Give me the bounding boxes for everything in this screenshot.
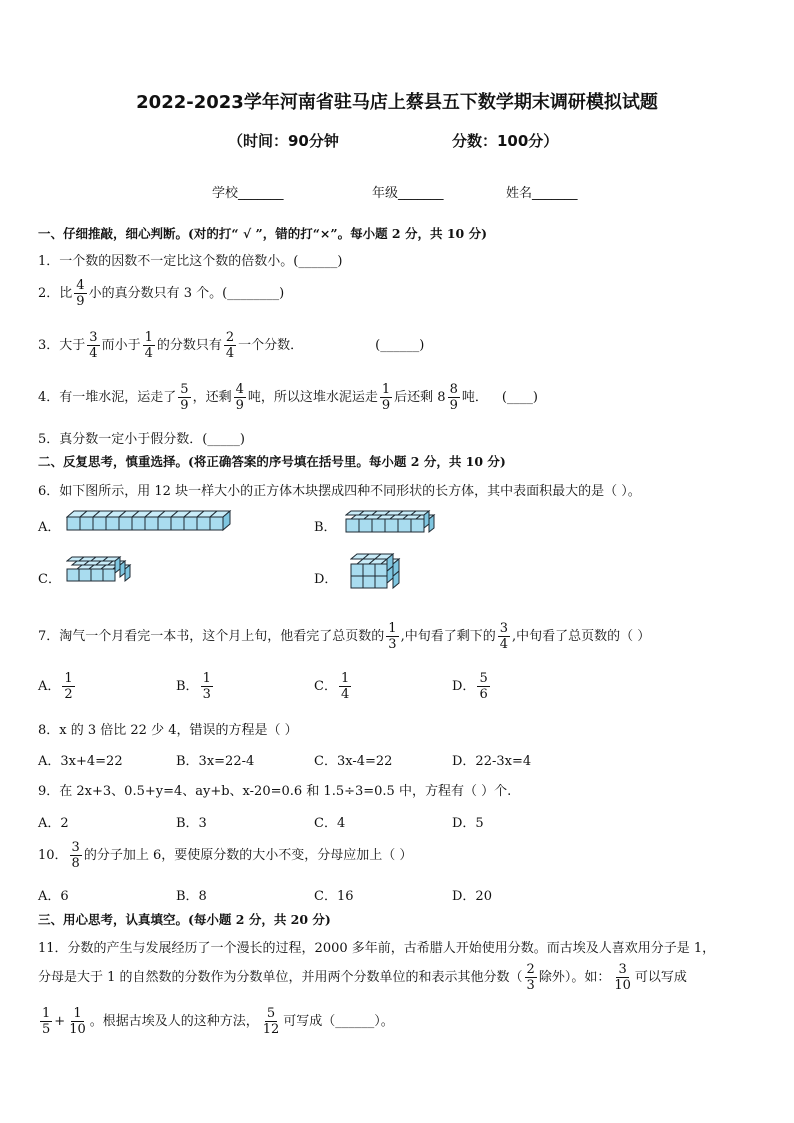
cube-front-face [375, 576, 387, 588]
q4-fraction-4: $\frac{8}{9}$ [449, 382, 458, 413]
q7-option-b: B． $\frac{1}{3}$ [176, 671, 211, 702]
question-10: 10． $\frac{3}{8}$ 的分子加上 6，要使原分数的大小不变，分母应加上（ ） [38, 840, 413, 871]
cube-front-face [398, 519, 411, 532]
cube-front-face [171, 517, 184, 530]
q11-fraction-2: $\frac{3}{10}$ [614, 962, 631, 993]
q3-fraction-2: $\frac{1}{4}$ [144, 330, 153, 361]
q2-post: 小的真分数只有 3 个。(________) [88, 286, 285, 301]
cube-front-face [351, 576, 363, 588]
cube-front-face [67, 569, 79, 581]
q11-fraction-5: $\frac{5}{12}$ [262, 1006, 280, 1037]
name-field: 姓名_______ [506, 186, 578, 201]
block-figure-b [345, 510, 441, 540]
cube-front-face [119, 517, 132, 530]
page-title: 2022-2023学年河南省驻马店上蔡县五下数学期末调研模拟试题 [136, 92, 658, 113]
q8-option-a: A．3x+4=22 [38, 754, 123, 769]
cube-front-face [372, 519, 385, 532]
q3-fraction-3: $\frac{2}{4}$ [225, 330, 235, 361]
q7-fraction-2: $\frac{3}{4}$ [499, 621, 508, 652]
q6-option-d: D． [314, 572, 338, 587]
q8-option-c: C．3x-4=22 [314, 754, 393, 769]
q6-option-a: A． [38, 520, 61, 535]
q2-fraction: $\frac{4}{9}$ [76, 278, 85, 309]
exam-time: （时间：90分钟 [228, 132, 339, 150]
cube-front-face [411, 519, 424, 532]
q8-option-b: B．3x=22-4 [176, 754, 255, 769]
q7-fraction-1: $\frac{1}{3}$ [388, 621, 397, 652]
question-3: 3．大于 $\frac{3}{4}$ 而小于 $\frac{1}{4}$ 的分数只有 $\frac{2}{4}$ 一个分数． (______) [38, 330, 425, 361]
section3-heading: 三、用心思考，认真填空。(每小题 2 分，共 20 分) [38, 912, 331, 927]
cube-front-face [103, 569, 115, 581]
cube-front-face [375, 564, 387, 576]
q4-blank: (____) [501, 390, 539, 405]
cube-front-face [184, 517, 197, 530]
grade-field: 年级_______ [372, 186, 444, 201]
cube-front-face [79, 569, 91, 581]
q10-option-a: A．6 [38, 889, 69, 904]
exam-score: 分数：100分） [452, 132, 559, 150]
question-9: 9．在 2x+3、0.5+y=4、ay+b、x-20=0.6 和 1.5÷3=0.5 中，方程有（ ）个. [38, 784, 512, 799]
cube-front-face [158, 517, 171, 530]
q7-option-a: A． $\frac{1}{2}$ [38, 671, 73, 702]
section1-heading: 一、仔细推敲，细心判断。(对的打“ √ ”，错的打“×”。每小题 2 分，共 10 分) [38, 226, 487, 241]
q3-fraction-1: $\frac{3}{4}$ [89, 330, 98, 361]
q4-fraction-3: $\frac{1}{9}$ [381, 382, 391, 413]
q11-fraction-3: $\frac{1}{5}$ [42, 1006, 51, 1037]
q7-option-c: C． $\frac{1}{4}$ [314, 671, 350, 702]
cube-front-face [145, 517, 158, 530]
cube-front-face [385, 519, 398, 532]
cube-front-face [197, 517, 210, 530]
cube-front-face [91, 569, 103, 581]
q11-fraction-4: $\frac{1}{10}$ [69, 1006, 86, 1037]
cube-front-face [210, 517, 223, 530]
q2-pre: 2．比 [38, 286, 73, 301]
cube-front-face [346, 519, 359, 532]
cube-front-face [67, 517, 80, 530]
question-6: 6．如下图所示，用 12 块一样大小的正方体木块摆成四种不同形状的长方体，其中表面积最大的是（ ）。 [38, 484, 641, 499]
q4-fraction-2: $\frac{4}{9}$ [235, 382, 244, 413]
school-field: 学校_______ [212, 186, 284, 201]
block-figure-d [350, 553, 408, 597]
q7-option-d: D． $\frac{5}{6}$ [452, 671, 488, 702]
q10-option-d: D．20 [452, 889, 492, 904]
cube-front-face [106, 517, 119, 530]
question-11-line-3: $\frac{1}{5}$ + $\frac{1}{10}$ 。根据古埃及人的这种方法， $\frac{5}{12}$ 可写成（______）。 [42, 1006, 394, 1037]
question-1: 1．一个数的因数不一定比这个数的倍数小。(______) [38, 254, 343, 269]
q10-fraction: $\frac{3}{8}$ [71, 840, 80, 871]
q9-option-b: B．3 [176, 816, 207, 831]
question-2 [38, 278, 284, 309]
cube-front-face [363, 564, 375, 576]
q4-fraction-1: $\frac{5}{9}$ [180, 382, 189, 413]
question-7: 7．淘气一个月看完一本书，这个月上旬，他看完了总页数的 $\frac{1}{3}$ ,中旬看了剩下的 $\frac{3}{4}$ ,中旬看了总页数的（ ） [38, 621, 651, 652]
q9-option-c: C．4 [314, 816, 346, 831]
q3-blank: (______) [375, 338, 425, 353]
block-figure-c [66, 555, 132, 595]
cube-front-face [80, 517, 93, 530]
q9-option-d: D．5 [452, 816, 484, 831]
q8-option-d: D．22-3x=4 [452, 754, 532, 769]
q10-option-b: B．8 [176, 889, 207, 904]
q10-option-c: C．16 [314, 889, 354, 904]
section2-heading: 二、反复思考，慎重选择。(将正确答案的序号填在括号里。每小题 2 分，共 10 分) [38, 454, 506, 469]
cube-front-face [363, 576, 375, 588]
q11-fraction-1: $\frac{2}{3}$ [526, 962, 535, 993]
question-4: 4．有一堆水泥，运走了 $\frac{5}{9}$ ，还剩 $\frac{4}{9}$ 吨，所以这堆水泥运走 $\frac{1}{9}$ 后还剩 8 $\frac{8}{9}$ 吨． (____) [38, 382, 539, 413]
cube-front-face [351, 564, 363, 576]
q9-option-a: A．2 [38, 816, 69, 831]
cube-front-face [359, 519, 372, 532]
question-11-line-2: 分母是大于 1 的自然数的分数作为分数单位，并用两个分数单位的和表示其他分数（ $\frac{2}{3}$ 除外）。如： $\frac{3}{10}$ 可以写成 [38, 962, 687, 993]
block-figure-a [66, 510, 234, 536]
q6-option-b: B． [314, 520, 337, 535]
question-8: 8．x 的 3 倍比 22 少 4，错误的方程是（ ） [38, 723, 298, 738]
cube-front-face [93, 517, 106, 530]
q6-option-c: C． [38, 572, 61, 587]
cube-front-face [132, 517, 145, 530]
question-11-line-1: 11．分数的产生与发展经历了一个漫长的过程，2000 多年前，古希腊人开始使用分数。而古埃及人喜欢用分子是 1， [38, 941, 716, 956]
question-5: 5．真分数一定小于假分数．(_____) [38, 432, 245, 447]
